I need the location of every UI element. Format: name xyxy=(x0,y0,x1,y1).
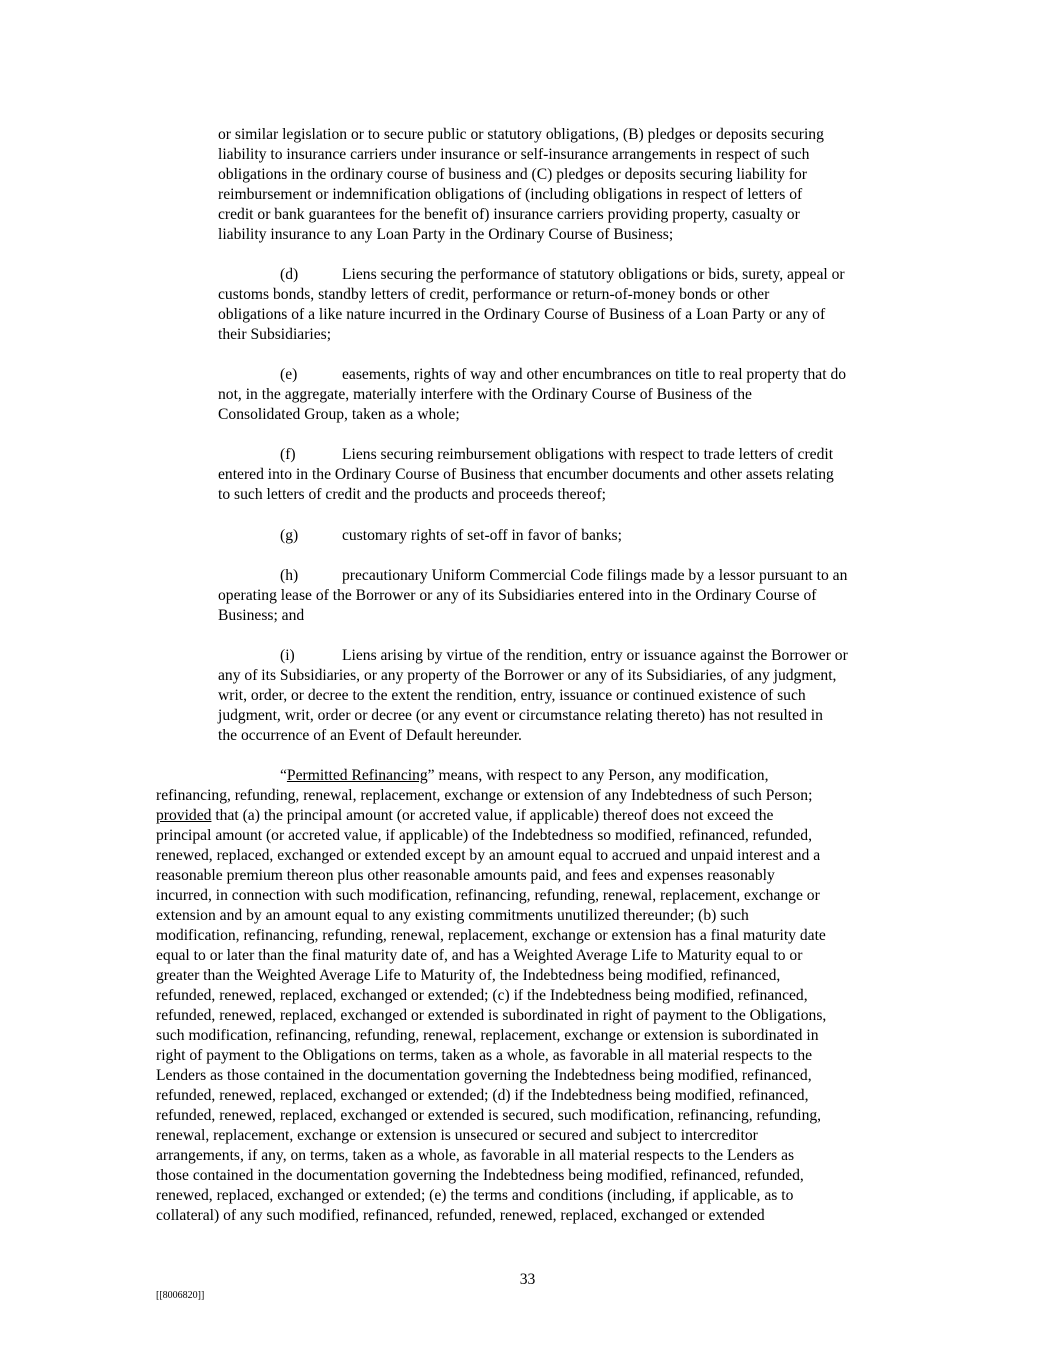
text-line: customs bonds, standby letters of credit, performance or return-of-money bonds or other xyxy=(218,286,770,303)
document-id: [[8006820]] xyxy=(156,1290,205,1301)
text-line: judgment, writ, order or decree (or any event or circumstance relating thereto) has not resulted in xyxy=(218,707,823,724)
list-item-text: Liens securing the performance of statutory obligations or bids, surety, appeal or xyxy=(342,266,845,283)
text-line: the occurrence of an Event of Default hereunder. xyxy=(218,727,522,744)
text-line: right of payment to the Obligations on terms, taken as a whole, as favorable in all material respects to the xyxy=(156,1047,813,1064)
text-line: not, in the aggregate, materially interfere with the Ordinary Course of Business of the xyxy=(218,386,752,403)
text-line: Consolidated Group, taken as a whole; xyxy=(218,406,460,423)
text-line: greater than the Weighted Average Life to Maturity of, the Indebtedness being modified, refinanced, xyxy=(156,967,781,984)
text-line: equal to or later than the final maturity date of, and has a Weighted Average Life to Maturity equal to or xyxy=(156,947,803,964)
text-line: reimbursement or indemnification obligations of (including obligations in respect of letters of xyxy=(218,186,803,203)
list-item-text: Liens arising by virtue of the rendition, entry or issuance against the Borrower or xyxy=(342,647,848,664)
definition-text: that (a) the principal amount (or accreted value, if applicable) thereof does not exceed the xyxy=(211,807,774,824)
open-quote: “ xyxy=(280,767,287,784)
text-line: writ, order, or decree to the extent the rendition, entry, issuance or continued existence of such xyxy=(218,687,806,704)
provided-term: provided xyxy=(156,807,212,824)
text-line: their Subsidiaries; xyxy=(218,326,332,343)
list-item-label: (f) xyxy=(280,446,296,463)
text-line: those contained in the documentation governing the Indebtedness being modified, refinanced, refunded, xyxy=(156,1167,804,1184)
text-line: to such letters of credit and the products and proceeds thereof; xyxy=(218,486,606,503)
text-line: liability insurance to any Loan Party in the Ordinary Course of Business; xyxy=(218,226,674,243)
list-item-i xyxy=(218,646,908,746)
list-item-first-line xyxy=(218,445,908,465)
definition-permitted-refinancing xyxy=(156,766,908,1226)
defined-term: Permitted Refinancing xyxy=(286,767,428,784)
text-line: refunded, renewed, replaced, exchanged or extended is secured, such modification, refinancing, refunding, xyxy=(156,1107,822,1124)
text-line: extension and by an amount equal to any existing commitments unutilized thereunder; (b) such xyxy=(156,907,749,924)
list-item-label: (e) xyxy=(280,366,298,383)
list-item-text: precautionary Uniform Commercial Code filings made by a lessor pursuant to an xyxy=(342,567,848,584)
list-item-text: easements, rights of way and other encumbrances on title to real property that do xyxy=(342,366,847,383)
list-item-first-line xyxy=(218,265,908,285)
text-line: refunded, renewed, replaced, exchanged or extended; (c) if the Indebtedness being modified, refinanced, xyxy=(156,987,808,1004)
text-line: arrangements, if any, on terms, taken as a whole, as favorable in all material respects to the Lenders as xyxy=(156,1147,795,1164)
text-line: renewal, replacement, exchange or extension is unsecured or secured and subject to intercreditor xyxy=(156,1127,758,1144)
list-item-text: customary rights of set-off in favor of banks; xyxy=(342,527,622,544)
list-item-label: (g) xyxy=(280,527,299,544)
list-item-label: (h) xyxy=(280,567,299,584)
text-line: operating lease of the Borrower or any of its Subsidiaries entered into in the Ordinary Course of xyxy=(218,587,817,604)
text-line: renewed, replaced, exchanged or extended except by an amount equal to accrued and unpaid interest and a xyxy=(156,847,821,864)
list-item-text: Liens securing reimbursement obligations with respect to trade letters of credit xyxy=(342,446,834,463)
text-line: or similar legislation or to secure public or statutory obligations, (B) pledges or deposits securing xyxy=(218,126,824,143)
text-line: refinancing, refunding, renewal, replacement, exchange or extension of any Indebtedness of such Person; xyxy=(156,787,813,804)
text-line: entered into in the Ordinary Course of Business that encumber documents and other assets relating xyxy=(218,466,834,483)
list-item-label: (d) xyxy=(280,266,299,283)
text-line: renewed, replaced, exchanged or extended; (e) the terms and conditions (including, if applicable, as to xyxy=(156,1187,794,1204)
text-line: obligations in the ordinary course of business and (C) pledges or deposits securing liability for xyxy=(218,166,807,183)
text-line: modification, refinancing, refunding, renewal, replacement, exchange or extension has a final maturity date xyxy=(156,927,826,944)
list-item-e xyxy=(218,365,908,425)
text-line: such modification, refinancing, refunding, renewal, replacement, exchange or extension is subordinated in xyxy=(156,1027,819,1044)
text-line: Business; and xyxy=(218,607,305,624)
text-line: refunded, renewed, replaced, exchanged or extended; (d) if the Indebtedness being modified, refinanced, xyxy=(156,1087,809,1104)
text-line: obligations of a like nature incurred in the Ordinary Course of Business of a Loan Party or any of xyxy=(218,306,826,323)
intro-paragraph xyxy=(218,125,908,245)
list-item-label: (i) xyxy=(280,647,295,664)
text-line: any of its Subsidiaries, or any property of the Borrower or any of its Subsidiaries, of any judgment, xyxy=(218,667,837,684)
text-line: principal amount (or accreted value, if applicable) of the Indebtedness so modified, refinanced, refunded, xyxy=(156,827,812,844)
list-item-g xyxy=(218,526,908,546)
text-line: liability to insurance carriers under insurance or self-insurance arrangements in respect of such xyxy=(218,146,810,163)
text-line: credit or bank guarantees for the benefit of) insurance carriers providing property, casualty or xyxy=(218,206,800,223)
list-item-f xyxy=(218,445,908,505)
text-line xyxy=(156,806,908,826)
text-line: refunded, renewed, replaced, exchanged or extended is subordinated in right of payment to the Obligations, xyxy=(156,1007,827,1024)
list-item-first-line xyxy=(218,566,908,586)
page-number: 33 xyxy=(519,1271,536,1288)
list-item-first-line xyxy=(218,365,908,385)
list-item-h xyxy=(218,566,908,626)
text-line: reasonable premium thereon plus other reasonable amounts paid, and fees and expenses reasonably xyxy=(156,867,775,884)
text-line: Lenders as those contained in the documentation governing the Indebtedness being modified, refinanced, xyxy=(156,1067,812,1084)
text-line: collateral) of any such modified, refinanced, refunded, renewed, replaced, exchanged or extended xyxy=(156,1207,765,1224)
definition-text: ” means, with respect to any Person, any modification, xyxy=(427,767,769,784)
list-item-first-line xyxy=(218,526,908,546)
list-item-first-line xyxy=(218,646,908,666)
text-line: incurred, in connection with such modification, refinancing, refunding, renewal, replacement, exchange or xyxy=(156,887,820,904)
list-item-d xyxy=(218,265,908,345)
definition-first-line xyxy=(156,766,908,786)
